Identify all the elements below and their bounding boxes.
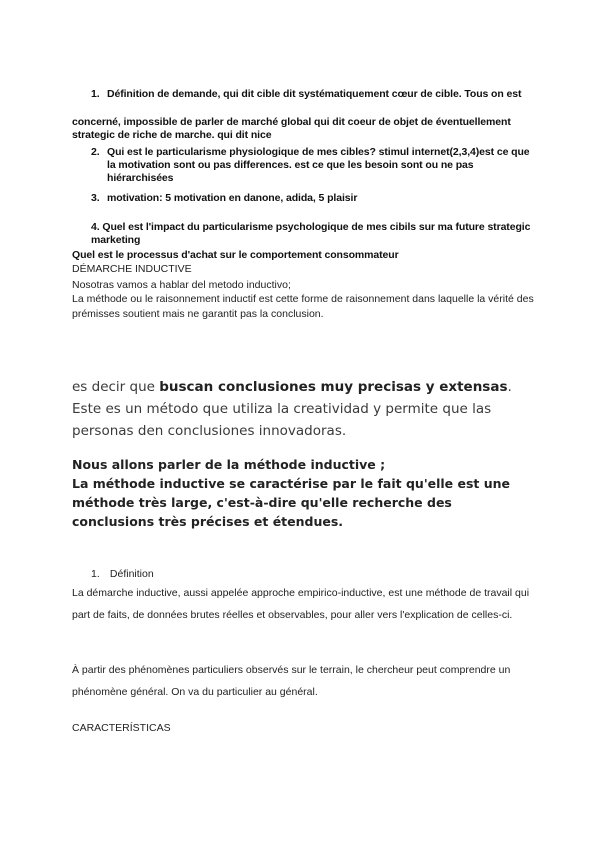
spanish-bold: buscan conclusiones muy precisas y extensas [159,379,508,395]
demarche-heading: DÉMARCHE INDUCTIVE [72,263,192,275]
method-paragraph: La méthode ou le raisonnement inductif est cette forme de raisonnement dans laquelle la vérité des prémisses soutient mais ne garantit pas la conclusion. [72,293,534,320]
list-item-2 [91,146,531,185]
spanish-suffix: . Este es un método que utiliza la creatividad y permite que las personas den conclusiones innovadoras. [72,379,512,439]
list-item-4 [91,221,531,247]
spanish-prefix: es decir que [72,379,160,395]
list-item-1 [91,88,531,101]
list-item-text: motivation: 5 motivation en danone, adida, 5 plaisir [107,192,358,204]
definition-paragraph: La démarche inductive, aussi appelée approche empirico-inductive, est une méthode de travail qui part de faits, de données brutes réelles et observables, pour aller vers l'explication de celles-ci. [72,587,530,621]
list-number: 3. [91,192,100,204]
caracteristicas-heading: CARACTERÍSTICAS [72,722,171,734]
nosotros-line: Nosotras vamos a hablar del metodo inductivo; [72,279,291,291]
list-item-text: Définition [109,568,154,580]
spanish-paragraph [72,376,522,442]
bold-section [72,455,532,531]
caracterise-paragraph: La méthode inductive se caractérise par le fait qu'elle est une méthode très large, c'est-à-dire qu'elle recherche des conclusions très précises et étendues. [72,476,511,529]
definition-list-item [91,567,154,581]
nous-allons-heading: Nous allons parler de la méthode inductive ; [72,457,386,472]
process-question: Quel est le processus d'achat sur le comportement consommateur [72,249,399,261]
list-number: 2. [91,146,100,158]
list-item-text: Quel est l'impact du particularisme psychologique de mes cibils sur ma future strategic marketing [91,221,531,246]
list-item-1-continuation: concerné, impossible de parler de marché global qui dit coeur de objet de éventuellement strategic de riche de marche. qui dit nice [72,116,511,141]
list-item-3 [91,192,531,205]
list-number: 4. [91,221,100,233]
phenomene-paragraph: À partir des phénomènes particuliers observés sur le terrain, le chercheur peut comprendre un phénomène général. On va du particulier au général. [72,664,511,698]
list-number: 1. [91,88,100,100]
list-item-text: Définition de demande, qui dit cible dit systématiquement cœur de cible. Tous on est [107,88,522,100]
list-number: 1. [91,568,100,580]
list-item-text: Qui est le particularisme physiologique de mes cibles? stimul internet(2,3,4)est ce que la motivation sont ou pas differences. est ce que les besoin sont ou ne pas hiérarchisées [107,146,530,184]
